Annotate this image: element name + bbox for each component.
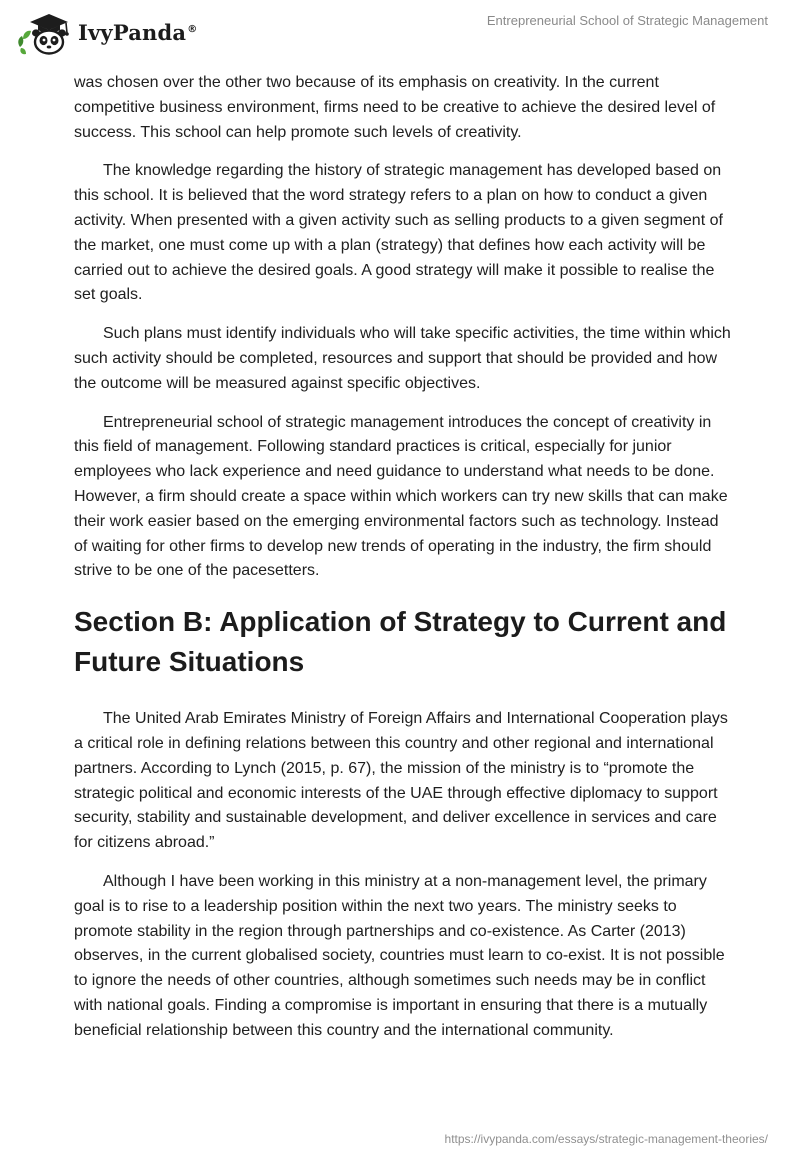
paragraph: The knowledge regarding the history of strategic management has developed based on this school. It is believed that the word strategy refers to a plan on how to conduct a given activity. When presented with a given activity such as selling products to a given segment of the market, one must come up with a plan (strategy) that defines how each activity will be carried out to achieve the desired goals. A good strategy will make it possible to realise the set goals. — [74, 162, 723, 304]
paragraph: Such plans must identify individuals who will take specific activities, the time within which such activity should be completed, resources and support that should be provided and how the outcome will be measured against specific objectives. — [74, 325, 731, 392]
registered-mark: ® — [187, 23, 198, 35]
section-heading: Section B: Application of Strategy to Current and Future Situations — [74, 606, 727, 678]
paragraph: The United Arab Emirates Ministry of Foreign Affairs and International Cooperation plays a critical role in defining relations between this country and other regional and international partners. According to Lynch (2015, p. 67), the mission of the ministry is to “promote the strategic political and economic interests of the UAE through effective diplomacy to support security, stability and sustainable development, and deliver excellence in services and care for citizens abroad.” — [74, 710, 728, 852]
source-url-link[interactable]: https://ivypanda.com/essays/strategic-management-theories/ — [444, 1132, 768, 1146]
brand-name: IvyPanda® — [78, 19, 198, 45]
ivypanda-logo-icon — [16, 9, 74, 55]
paragraph: Entrepreneurial school of strategic management introduces the concept of creativity in this field of management. Following standard practices is critical, especially for junior employees who lack experience and need guidance to understand what needs to be done. However, a firm should create a space within which workers can try new skills that can make their work easier based on the emerging environmental factors such as technology. Instead of waiting for other firms to develop new trends of operating in the industry, the firm should strive to be one of the pacesetters. — [74, 413, 728, 580]
paragraph: Although I have been working in this ministry at a non-management level, the primary goal is to rise to a leadership position within the next two years. The ministry seeks to promote stability in the region through partnerships and co-existence. As Carter (2013) observes, in the current globalised society, countries must learn to co-exist. It is not possible to ignore the needs of other countries, although sometimes such needs may be in conflict with national goals. Finding a compromise is important in ensuring that there is a mutually beneficial relationship between this country and the international community. — [74, 872, 725, 1039]
essay-content — [74, 71, 734, 1058]
brand-logo[interactable] — [16, 9, 197, 55]
paragraph: was chosen over the other two because of its emphasis on creativity. In the current competitive business environment, firms need to be creative to achieve the desired level of success. This school can help promote such levels of creativity. — [74, 74, 716, 141]
document-title: Entrepreneurial School of Strategic Management — [486, 13, 768, 28]
page-header — [0, 0, 800, 60]
